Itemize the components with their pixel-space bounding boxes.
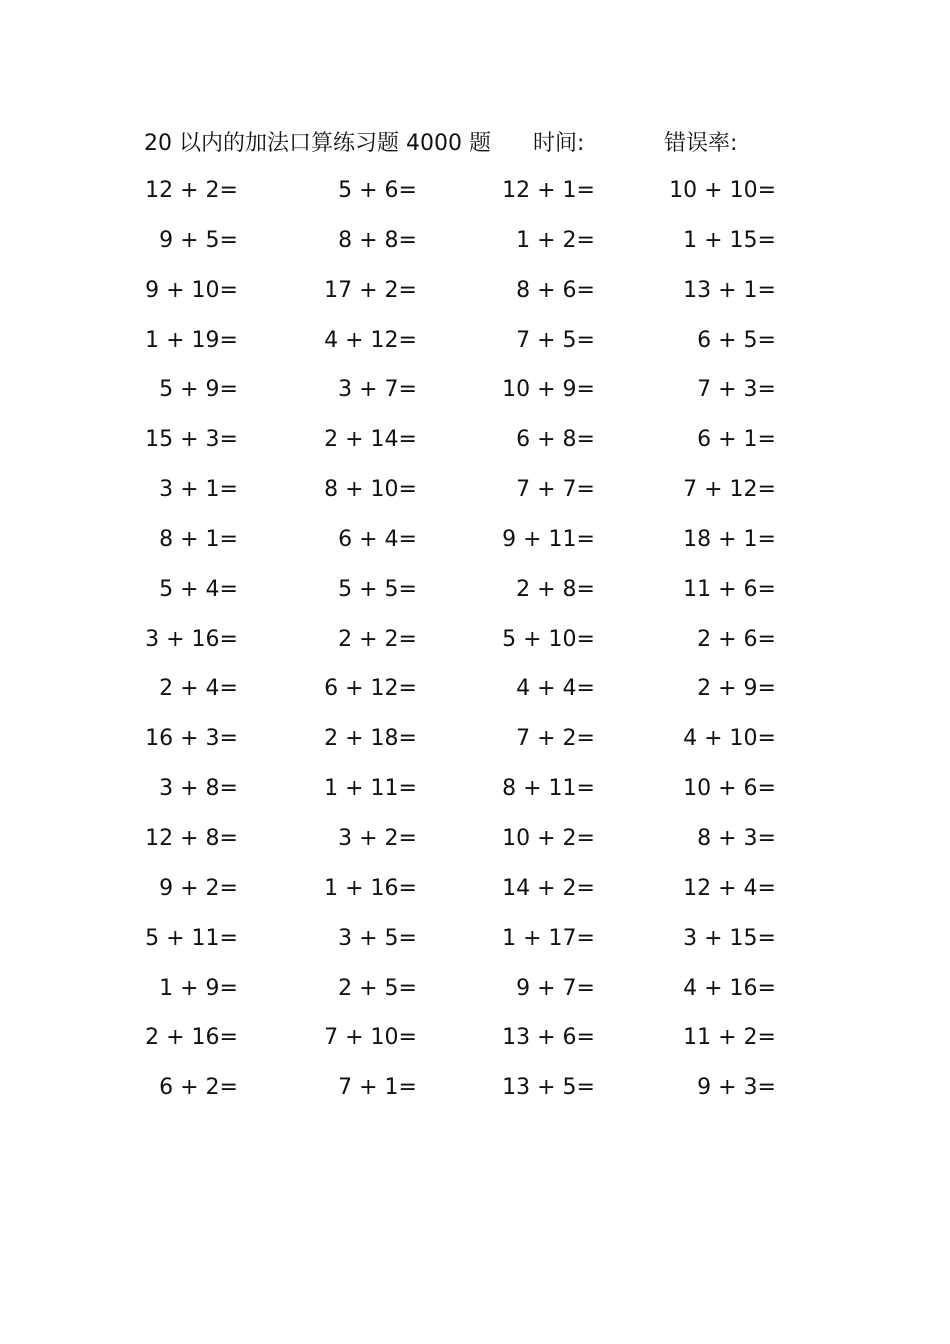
problem-item: 12 + 8= (145, 825, 238, 851)
problem-item: 7 + 3= (697, 377, 776, 403)
problem-item: 13 + 5= (502, 1075, 595, 1101)
problem-item: 10 + 9= (502, 377, 595, 403)
problem-item: 5 + 10= (502, 626, 595, 652)
problem-item: 10 + 6= (683, 776, 776, 802)
problem-item: 1 + 17= (502, 925, 595, 951)
problem-row (0, 864, 950, 914)
problem-item: 10 + 10= (669, 178, 776, 203)
problem-item: 2 + 5= (338, 975, 417, 1001)
problem-item: 7 + 7= (516, 477, 595, 503)
problem-item: 10 + 2= (502, 825, 595, 851)
problem-row (0, 266, 950, 316)
problem-item: 9 + 3= (697, 1075, 776, 1101)
problem-item: 17 + 2= (324, 277, 417, 303)
problem-item: 12 + 1= (502, 178, 595, 203)
problem-item: 2 + 9= (697, 676, 776, 702)
problem-item: 6 + 5= (697, 327, 776, 353)
problem-item: 2 + 16= (145, 1025, 238, 1051)
problem-item: 5 + 9= (159, 377, 238, 403)
problem-item: 9 + 7= (516, 975, 595, 1001)
problem-item: 8 + 11= (502, 776, 595, 802)
problem-item: 5 + 5= (338, 576, 417, 602)
problem-row (0, 216, 950, 266)
problem-item: 6 + 2= (159, 1075, 238, 1101)
problem-item: 3 + 8= (159, 776, 238, 802)
problem-item: 6 + 4= (338, 526, 417, 552)
problem-row (0, 365, 950, 415)
worksheet-title: 20 以内的加法口算练习题 4000 题 (144, 131, 491, 156)
error-rate-label: 错误率: (664, 131, 738, 156)
problem-item: 5 + 11= (145, 925, 238, 951)
problem-row (0, 615, 950, 665)
problem-item: 9 + 11= (502, 526, 595, 552)
problem-item: 1 + 2= (516, 227, 595, 253)
problem-item: 4 + 16= (683, 975, 776, 1001)
problem-item: 5 + 6= (338, 178, 417, 203)
problem-item: 16 + 3= (145, 726, 238, 752)
problem-row (0, 316, 950, 366)
problem-item: 8 + 8= (338, 227, 417, 253)
problem-item: 8 + 1= (159, 526, 238, 552)
problem-item: 2 + 18= (324, 726, 417, 752)
problem-item: 7 + 5= (516, 327, 595, 353)
problem-row (0, 1013, 950, 1063)
problem-item: 3 + 7= (338, 377, 417, 403)
problem-item: 8 + 6= (516, 277, 595, 303)
problem-item: 3 + 2= (338, 825, 417, 851)
problem-item: 2 + 6= (697, 626, 776, 652)
problem-row (0, 814, 950, 864)
problem-item: 4 + 10= (683, 726, 776, 752)
problem-row (0, 415, 950, 465)
problem-row (0, 964, 950, 1014)
problem-item: 3 + 1= (159, 477, 238, 503)
problem-item: 1 + 11= (324, 776, 417, 802)
problem-item: 7 + 2= (516, 726, 595, 752)
problem-item: 8 + 10= (324, 477, 417, 503)
problem-item: 9 + 5= (159, 227, 238, 253)
problem-item: 1 + 16= (324, 875, 417, 901)
problem-item: 2 + 2= (338, 626, 417, 652)
problem-item: 4 + 12= (324, 327, 417, 353)
problem-row (0, 465, 950, 515)
worksheet-header (0, 124, 950, 164)
problem-item: 13 + 6= (502, 1025, 595, 1051)
problem-grid (0, 166, 950, 1113)
problem-item: 5 + 4= (159, 576, 238, 602)
time-label: 时间: (533, 131, 585, 156)
problem-item: 8 + 3= (697, 825, 776, 851)
problem-item: 13 + 1= (683, 277, 776, 303)
problem-row (0, 764, 950, 814)
problem-row (0, 565, 950, 615)
problem-item: 4 + 4= (516, 676, 595, 702)
problem-item: 12 + 4= (683, 875, 776, 901)
problem-item: 14 + 2= (502, 875, 595, 901)
problem-item: 18 + 1= (683, 526, 776, 552)
problem-item: 2 + 4= (159, 676, 238, 702)
problem-item: 12 + 2= (145, 178, 238, 203)
problem-row (0, 166, 950, 216)
problem-item: 11 + 6= (683, 576, 776, 602)
problem-row (0, 515, 950, 565)
problem-item: 3 + 5= (338, 925, 417, 951)
problem-item: 2 + 14= (324, 427, 417, 453)
problem-item: 15 + 3= (145, 427, 238, 453)
problem-item: 11 + 2= (683, 1025, 776, 1051)
problem-item: 3 + 16= (145, 626, 238, 652)
problem-item: 7 + 1= (338, 1075, 417, 1101)
problem-item: 9 + 2= (159, 875, 238, 901)
problem-item: 7 + 12= (683, 477, 776, 503)
problem-row (0, 914, 950, 964)
problem-item: 2 + 8= (516, 576, 595, 602)
problem-row (0, 714, 950, 764)
problem-item: 3 + 15= (683, 925, 776, 951)
problem-item: 6 + 8= (516, 427, 595, 453)
problem-item: 9 + 10= (145, 277, 238, 303)
problem-item: 7 + 10= (324, 1025, 417, 1051)
problem-item: 1 + 9= (159, 975, 238, 1001)
problem-row (0, 664, 950, 714)
problem-item: 6 + 12= (324, 676, 417, 702)
problem-item: 1 + 15= (683, 227, 776, 253)
problem-row (0, 1063, 950, 1113)
problem-item: 6 + 1= (697, 427, 776, 453)
problem-item: 1 + 19= (145, 327, 238, 353)
